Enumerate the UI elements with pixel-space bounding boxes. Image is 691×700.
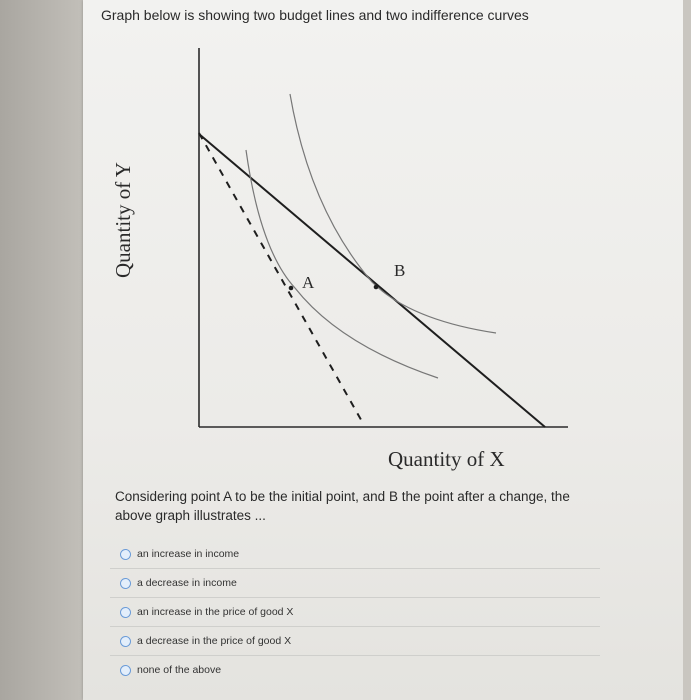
option-label: none of the above xyxy=(137,664,222,676)
option-increase-income[interactable] xyxy=(110,540,600,569)
point-a-marker xyxy=(289,286,294,291)
budget-line-initial xyxy=(199,133,364,425)
option-decrease-income[interactable] xyxy=(110,569,600,598)
option-label: an increase in income xyxy=(137,548,240,560)
radio-icon[interactable] xyxy=(120,636,131,647)
option-label: an increase in the price of good X xyxy=(137,606,294,618)
budget-indifference-diagram xyxy=(95,40,665,480)
background-right xyxy=(683,0,691,700)
radio-icon[interactable] xyxy=(120,549,131,560)
point-b-label: B xyxy=(394,261,406,280)
radio-icon[interactable] xyxy=(120,665,131,676)
y-axis-label: Quantity of Y xyxy=(111,162,135,278)
question-prompt: Considering point A to be the initial point, and B the point after a change, the above graph illustrates ... xyxy=(115,489,570,523)
question-title: Graph below is showing two budget lines and two indifference curves xyxy=(101,7,529,23)
option-increase-price-x[interactable] xyxy=(110,598,600,627)
option-label: a decrease in the price of good X xyxy=(137,635,292,647)
option-none[interactable] xyxy=(110,656,600,684)
radio-icon[interactable] xyxy=(120,578,131,589)
indifference-curve-1 xyxy=(246,150,438,378)
answer-options xyxy=(110,540,600,684)
background-left xyxy=(0,0,83,700)
option-decrease-price-x[interactable] xyxy=(110,627,600,656)
point-b-marker xyxy=(374,285,379,290)
radio-icon[interactable] xyxy=(120,607,131,618)
option-label: a decrease in income xyxy=(137,577,237,589)
point-a-label: A xyxy=(302,273,315,292)
x-axis-label: Quantity of X xyxy=(388,447,505,471)
